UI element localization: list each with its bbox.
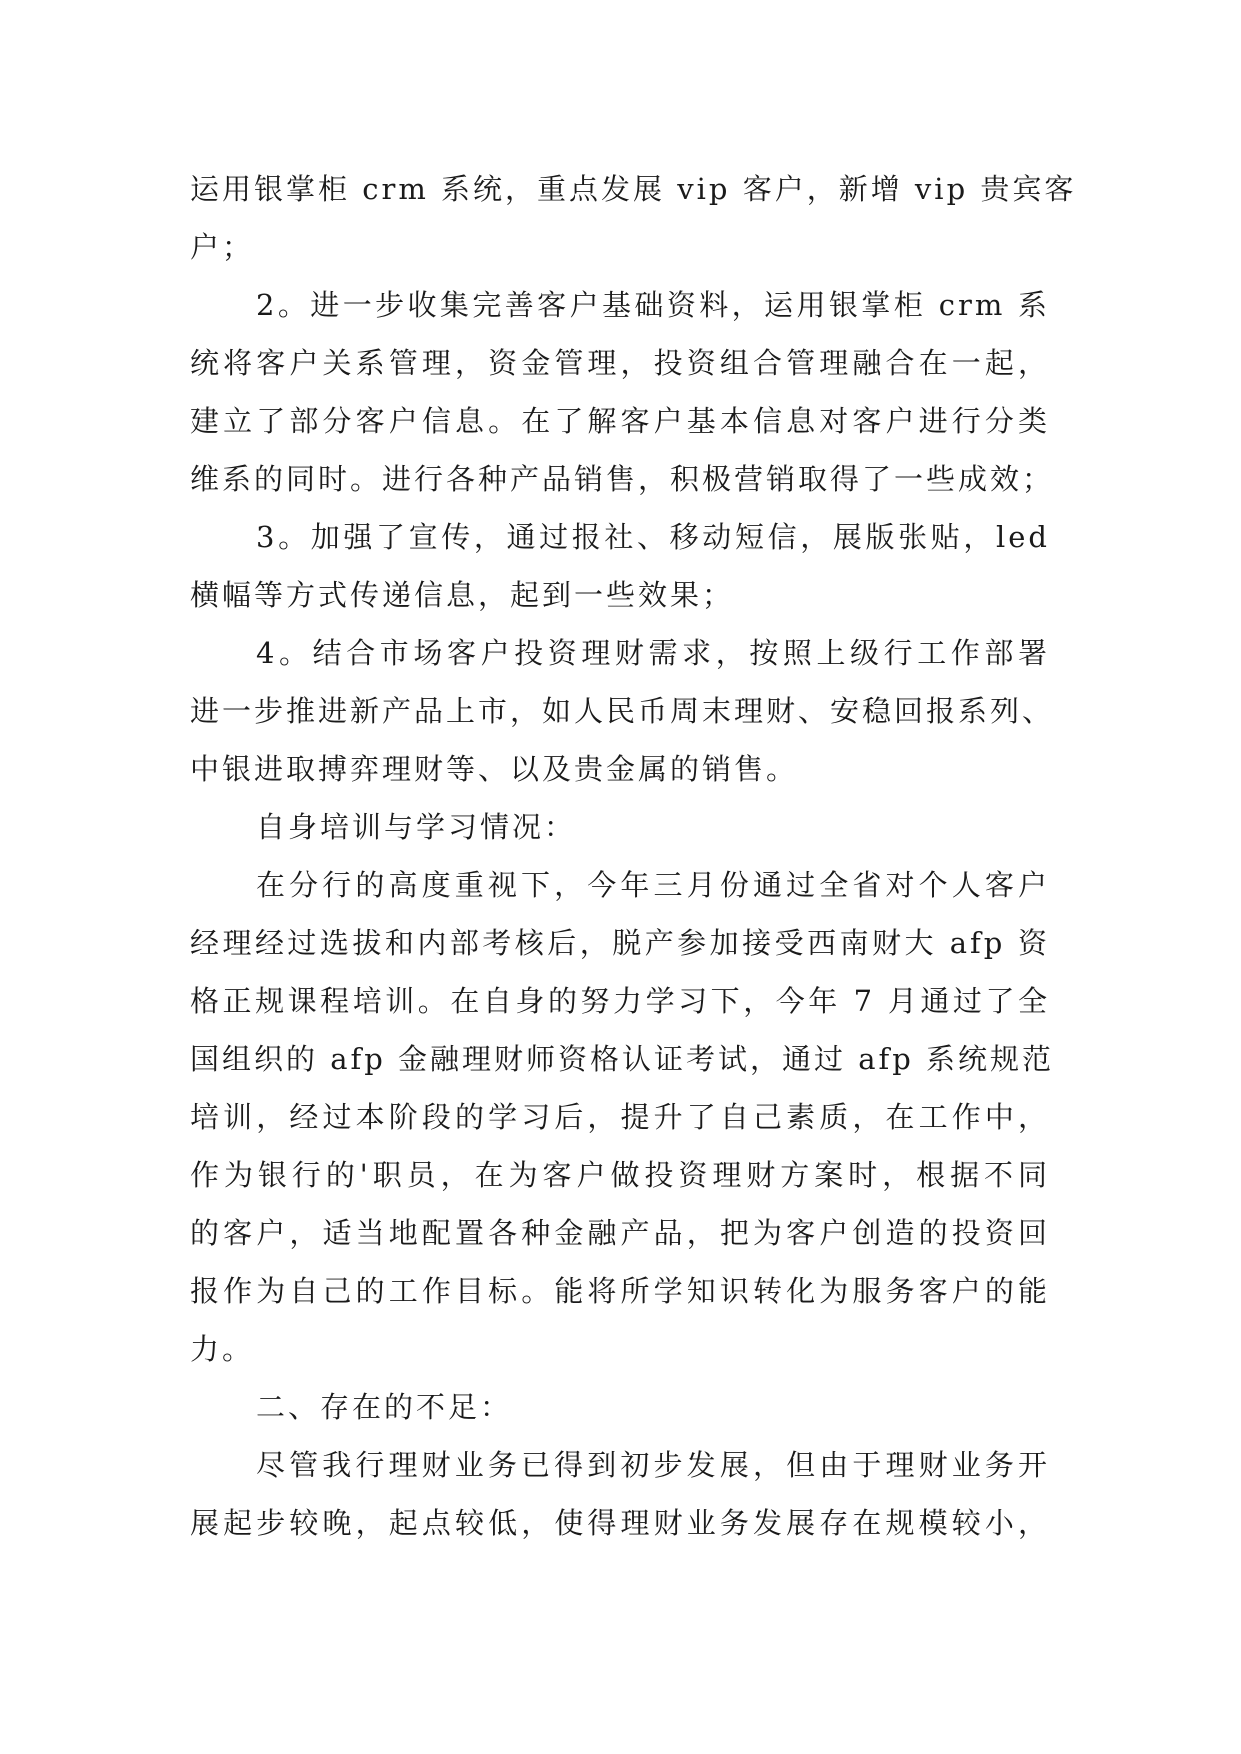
text-line: 维系的同时。进行各种产品销售，积极营销取得了一些成效； xyxy=(190,462,1055,496)
text-line: 户； xyxy=(190,230,255,264)
text-line: 格正规课程培训。在自身的努力学习下，今年 7 月通过了全 xyxy=(190,984,1050,1018)
text-line: 3。加强了宣传，通过报社、移动短信，展版张贴，led xyxy=(256,520,1050,554)
text-line: 中银进取搏弈理财等、以及贵金属的销售。 xyxy=(190,752,799,786)
text-line: 建立了部分客户信息。在了解客户基本信息对客户进行分类 xyxy=(190,404,1050,438)
text-line: 力。 xyxy=(190,1332,255,1366)
text-line: 作为银行的'职员，在为客户做投资理财方案时，根据不同 xyxy=(190,1158,1050,1192)
text-line: 报作为自己的工作目标。能将所学知识转化为服务客户的能 xyxy=(190,1274,1050,1308)
text-line: 二、存在的不足： xyxy=(256,1390,513,1424)
text-line: 培训，经过本阶段的学习后，提升了自己素质，在工作中， xyxy=(190,1100,1050,1134)
text-line: 展起步较晚，起点较低，使得理财业务发展存在规模较小， xyxy=(190,1506,1050,1540)
text-line: 在分行的高度重视下，今年三月份通过全省对个人客户 xyxy=(256,868,1050,902)
body-text xyxy=(190,160,1077,1552)
text-line: 的客户，适当地配置各种金融产品，把为客户创造的投资回 xyxy=(190,1216,1050,1250)
text-line: 国组织的 afp 金融理财师资格认证考试，通过 afp 系统规范 xyxy=(190,1042,1055,1076)
text-line: 进一步推进新产品上市，如人民币周末理财、安稳回报系列、 xyxy=(190,694,1055,728)
text-line: 2。进一步收集完善客户基础资料，运用银掌柜 crm 系 xyxy=(256,288,1050,322)
text-line: 运用银掌柜 crm 系统，重点发展 vip 客户，新增 vip 贵宾客 xyxy=(190,172,1077,206)
text-line: 横幅等方式传递信息，起到一些效果； xyxy=(190,578,735,612)
text-line: 自身培训与学习情况： xyxy=(256,810,577,844)
text-line: 4。结合市场客户投资理财需求，按照上级行工作部署 xyxy=(256,636,1050,670)
text-line: 经理经过选拔和内部考核后，脱产参加接受西南财大 afp 资 xyxy=(190,926,1050,960)
text-line: 尽管我行理财业务已得到初步发展，但由于理财业务开 xyxy=(256,1448,1050,1482)
text-line: 统将客户关系管理，资金管理，投资组合管理融合在一起， xyxy=(190,346,1050,380)
